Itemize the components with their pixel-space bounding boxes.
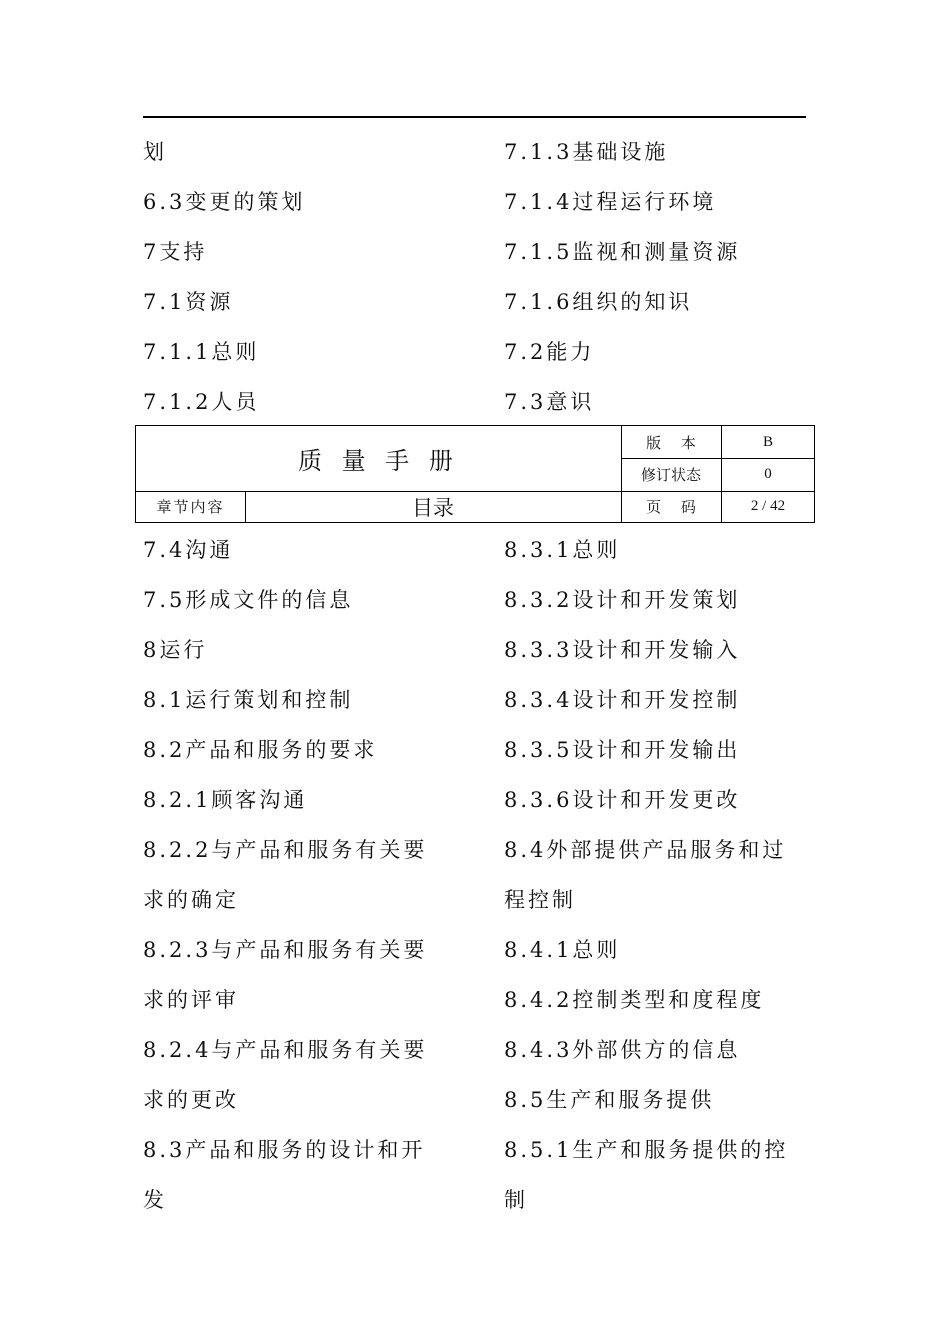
toc-entry[interactable]: 7.1.2人员 — [143, 390, 260, 414]
revision-label: 修订状态 — [640, 466, 701, 484]
toc-entry[interactable]: 8.2产品和服务的要求 — [143, 738, 378, 762]
toc-entry[interactable]: 8.2.1顾客沟通 — [143, 788, 308, 812]
toc-entry[interactable]: 7.1.3基础设施 — [504, 140, 669, 164]
toc-entry[interactable]: 8.2.2与产品和服务有关要 — [143, 838, 428, 862]
section-label: 章节内容 — [156, 498, 225, 516]
toc-entry[interactable]: 发 — [143, 1188, 167, 1212]
toc-entry[interactable]: 8.2.4与产品和服务有关要 — [143, 1038, 428, 1062]
toc-entry[interactable]: 6.3变更的策划 — [143, 190, 306, 214]
toc-entry[interactable]: 7.3意识 — [504, 390, 595, 414]
toc-entry[interactable]: 划 — [143, 140, 167, 164]
toc-entry[interactable]: 7支持 — [143, 240, 208, 264]
toc-entry[interactable]: 8.1运行策划和控制 — [143, 688, 354, 712]
toc-entry[interactable]: 7.1.5监视和测量资源 — [504, 240, 741, 264]
toc-entry[interactable]: 8.4.1总则 — [504, 938, 621, 962]
page-number: 2 / 42 — [750, 498, 786, 514]
toc-entry[interactable]: 求的评审 — [143, 988, 239, 1012]
toc-entry[interactable]: 8.5生产和服务提供 — [504, 1088, 715, 1112]
top-rule — [143, 116, 806, 118]
toc-entry[interactable]: 7.1.6组织的知识 — [504, 290, 693, 314]
toc-entry[interactable]: 8运行 — [143, 638, 208, 662]
toc-entry[interactable]: 8.4.2控制类型和度程度 — [504, 988, 765, 1012]
toc-entry[interactable]: 8.3.6设计和开发更改 — [504, 788, 741, 812]
toc-entry[interactable]: 求的确定 — [143, 888, 239, 912]
version-value: B — [762, 433, 773, 450]
toc-entry[interactable]: 程控制 — [504, 888, 576, 912]
toc-entry[interactable]: 8.3.3设计和开发输入 — [504, 638, 741, 662]
toc-entry[interactable]: 8.3产品和服务的设计和开 — [143, 1138, 426, 1162]
toc-entry[interactable]: 求的更改 — [143, 1088, 239, 1112]
toc-entry[interactable]: 8.4外部提供产品服务和过 — [504, 838, 787, 862]
toc-entry[interactable]: 8.3.4设计和开发控制 — [504, 688, 741, 712]
toc-entry[interactable]: 7.1资源 — [143, 290, 234, 314]
toc-entry[interactable]: 7.4沟通 — [143, 538, 234, 562]
toc-entry[interactable]: 7.2能力 — [504, 340, 595, 364]
toc-entry[interactable]: 7.5形成文件的信息 — [143, 588, 354, 612]
toc-entry[interactable]: 8.5.1生产和服务提供的控 — [504, 1138, 789, 1162]
toc-entry[interactable]: 8.3.5设计和开发输出 — [504, 738, 741, 762]
manual-title: 质 量 手 册 — [298, 447, 459, 475]
page-label: 页 码 — [646, 498, 696, 516]
toc-entry[interactable]: 8.3.2设计和开发策划 — [504, 588, 741, 612]
toc-entry[interactable]: 8.2.3与产品和服务有关要 — [143, 938, 428, 962]
toc-entry[interactable]: 7.1.1总则 — [143, 340, 260, 364]
toc-entry[interactable]: 制 — [504, 1188, 528, 1212]
revision-value: 0 — [764, 466, 772, 482]
toc-entry[interactable]: 8.4.3外部供方的信息 — [504, 1038, 741, 1062]
toc-entry[interactable]: 7.1.4过程运行环境 — [504, 190, 717, 214]
toc-entry[interactable]: 8.3.1总则 — [504, 538, 621, 562]
manual-header-table — [135, 425, 815, 523]
version-label: 版 本 — [646, 433, 696, 452]
section-value: 目录 — [412, 495, 454, 520]
